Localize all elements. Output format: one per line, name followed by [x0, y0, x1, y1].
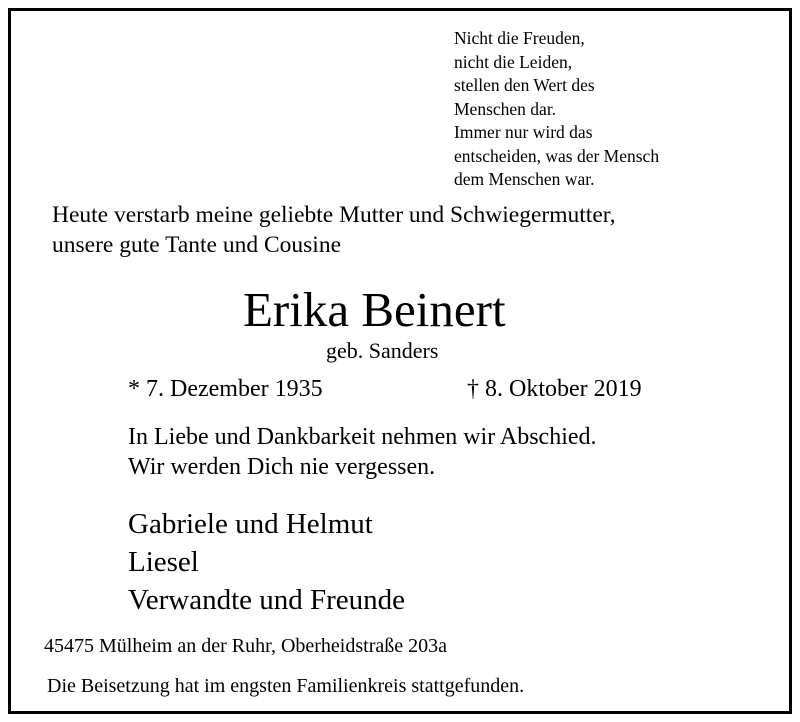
poem-line: Nicht die Freuden,: [454, 28, 585, 48]
poem-line: Menschen dar.: [454, 98, 557, 119]
deceased-name: Erika Beinert: [243, 282, 506, 337]
poem-line: nicht die Leiden,: [454, 51, 573, 72]
poem-line: Immer nur wird das: [454, 122, 593, 142]
farewell-line-2: Wir werden Dich nie vergessen.: [128, 454, 436, 480]
birth-date: * 7. Dezember 1935: [128, 376, 323, 402]
intro-line-1: Heute verstarb meine geliebte Mutter und Schwiegermutter,: [52, 202, 616, 228]
mourner: Gabriele und Helmut: [128, 508, 373, 540]
poem-line: stellen den Wert des: [454, 75, 595, 95]
address: 45475 Mülheim an der Ruhr, Oberheidstraße 203a: [44, 635, 447, 657]
farewell-line-1: In Liebe und Dankbarkeit nehmen wir Abschied.: [128, 424, 597, 450]
mourner: Liesel: [128, 546, 199, 578]
poem-line: entscheiden, was der Mensch: [454, 145, 660, 166]
intro-line-2: unsere gute Tante und Cousine: [52, 232, 341, 258]
mourner: Verwandte und Freunde: [128, 584, 406, 616]
funeral-note: Die Beisetzung hat im engsten Familienkreis stattgefunden.: [47, 675, 525, 697]
maiden-name: geb. Sanders: [326, 338, 439, 363]
poem-line: dem Menschen war.: [454, 169, 595, 189]
death-date: † 8. Oktober 2019: [467, 376, 642, 402]
poem: [454, 27, 659, 192]
